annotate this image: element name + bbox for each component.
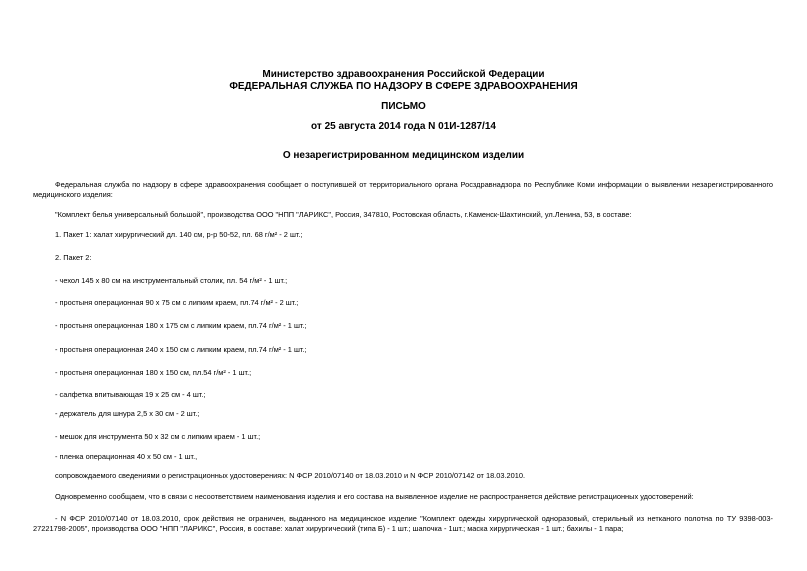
list-item: 1. Пакет 1: халат хирургический дл. 140 см, р-р 50-52, пл. 68 г/м² - 2 шт.; bbox=[55, 230, 303, 239]
document-date: от 25 августа 2014 года N 01И-1287/14 bbox=[311, 121, 496, 132]
list-item: - простыня операционная 180 х 175 см с липким краем, пл.74 г/м² - 1 шт.; bbox=[55, 321, 307, 330]
product-paragraph: "Комплект белья универсальный большой", производства ООО "НПП "ЛАРИКС", Россия, 347810, Ростовская область, г.Каменск-Шахтинский, ул.Ленина, 53, в составе: bbox=[55, 210, 632, 219]
document-type: ПИСЬМО bbox=[381, 101, 426, 112]
list-item: - чехол 145 х 80 см на инструментальный столик, пл. 54 г/м² - 1 шт.; bbox=[55, 276, 288, 285]
certificates-paragraph: сопровождаемого сведениями о регистрационных удостоверениях: N ФСР 2010/07140 от 18.03.2010 и N ФСР 2010/07142 от 18.03.2010. bbox=[55, 471, 526, 480]
ministry-heading: Министерство здравоохранения Российской Федерации bbox=[262, 69, 545, 80]
intro-paragraph: Федеральная служба по надзору в сфере здравоохранения сообщает о поступившей от территориального органа Росздравнадзора по Республике Коми информации о выявлении незарегистрированного медицинского изделия: bbox=[33, 180, 773, 199]
list-item: - мешок для инструмента 50 х 32 см с липким краем - 1 шт.; bbox=[55, 432, 261, 441]
list-item: - простыня операционная 180 х 150 см, пл.54 г/м² - 1 шт.; bbox=[55, 368, 252, 377]
notice-paragraph: Одновременно сообщаем, что в связи с несоответствием наименования изделия и его состава на выявленное изделие не распространяется действие регистрационных удостоверений: bbox=[55, 492, 694, 501]
list-item: - простыня операционная 240 х 150 см с липким краем, пл.74 г/м² - 1 шт.; bbox=[55, 345, 307, 354]
list-item: - простыня операционная 90 х 75 см с липким краем, пл.74 г/м² - 2 шт.; bbox=[55, 298, 299, 307]
certificate-detail-paragraph: - N ФСР 2010/07140 от 18.03.2010, срок действия не ограничен, выданного на медицинское изделие "Комплект одежды хирургической одноразовый, стерильный из нетканого полотна по ТУ 9398-003-27221798-2005", производства ООО "НПП "ЛАРИКС", Россия, в составе: халат хирургический (типа Б) - 1 шт.; шапочка - 1шт.; маска хирургическая - 1 шт.; бахилы - 1 пара; bbox=[33, 514, 773, 533]
list-item: - салфетка впитывающая 19 х 25 см - 4 шт.; bbox=[55, 390, 206, 399]
list-item: - держатель для шнура 2,5 х 30 см - 2 шт.; bbox=[55, 409, 200, 418]
list-item: 2. Пакет 2: bbox=[55, 253, 92, 262]
document-subject: О незарегистрированном медицинском изделии bbox=[282, 150, 525, 161]
service-heading: ФЕДЕРАЛЬНАЯ СЛУЖБА ПО НАДЗОРУ В СФЕРЕ ЗДРАВООХРАНЕНИЯ bbox=[229, 81, 578, 92]
list-item: - пленка операционная 40 х 50 см - 1 шт., bbox=[55, 452, 198, 461]
